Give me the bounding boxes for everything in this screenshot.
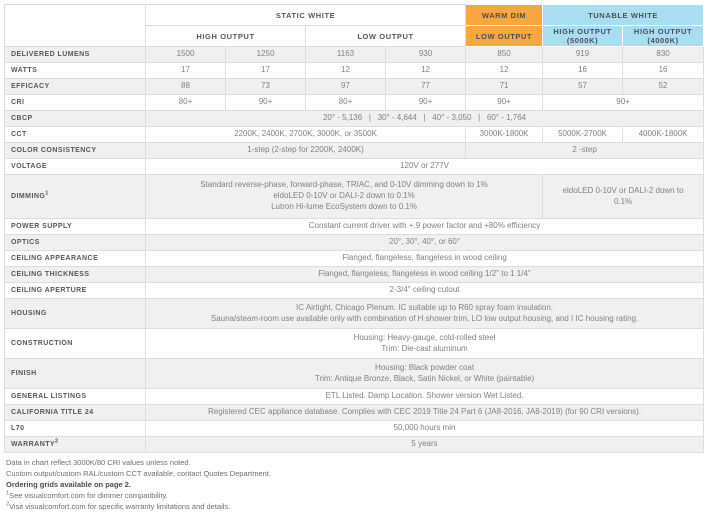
value-cell: 2-3/4" ceiling cutout [146,283,704,299]
footnote-marker: 2 [6,501,10,507]
header-static-white: STATIC WHITE [146,5,466,26]
footnote-marker: 1 [45,190,49,197]
value-cell: Standard reverse-phase, forward-phase, TRIAC, and 0-10V dimming down to 1% eldoLED 0-10V or DALI-2 down to 0.1% Lutron Hi-lume EcoSystem down to 0.1% [146,175,543,219]
row-label: DELIVERED LUMENS [5,47,146,63]
value-cell: 16 [543,63,623,79]
value-cell: Flanged, flangeless, flangeless in wood ceiling 1/2" to 1 1/4" [146,267,704,283]
value-cell: 80+ [306,95,386,111]
value-cell: 1500 [146,47,226,63]
value-cell: 90+ [466,95,543,111]
row-finish [5,359,704,389]
value-cell: 90+ [386,95,466,111]
row-cbcp [5,111,704,127]
row-power-supply [5,219,704,235]
value-cell: ETL Listed. Damp Location. Shower version Wet Listed. [146,389,704,405]
row-cri [5,95,704,111]
row-watts [5,63,704,79]
row-label: CRI [5,95,146,111]
header-tunable-5000: HIGH OUTPUT (5000K) [543,26,623,47]
value-cell: 57 [543,79,623,95]
row-label: FINISH [5,359,146,389]
value-cell: 1-step (2-step for 2200K, 2400K) [146,143,466,159]
row-label: POWER SUPPLY [5,219,146,235]
row-label: WARRANTY$^2$ [5,437,146,453]
footnote-custom-options: Custom output/custom RAL/custom CCT available, contact Quotes Department. [6,468,271,478]
value-cell: 12 [466,63,543,79]
value-cell: 90+ [543,95,704,111]
row-label: EFFICACY [5,79,146,95]
value-cell: 5 years [146,437,704,453]
row-efficacy [5,79,704,95]
row-label: CONSTRUCTION [5,329,146,359]
value-cell: 90+ [226,95,306,111]
row-delivered-lumens [5,47,704,63]
value-cell: 77 [386,79,466,95]
value-cell: Registered CEC appliance database. Complies with CEC 2019 Title 24 Part 6 (JA8-2016, JA8-2019) (for 90 CRI versions). [146,405,704,421]
footnote-marker: 2 [55,438,59,445]
row-construction [5,329,704,359]
row-label: CEILING APPEARANCE [5,251,146,267]
value-cell: 3000K-1800K [466,127,543,143]
row-label: CEILING APERTURE [5,283,146,299]
corner-cell [5,5,146,47]
value-cell: Housing: Black powder coat Trim: Antique Bronze, Black, Satin Nickel, or White (paintable) [146,359,704,389]
value-cell: 20°, 30°, 40°, or 60° [146,235,704,251]
row-label: WATTS [5,63,146,79]
value-cell: 830 [623,47,704,63]
row-color-consistency [5,143,704,159]
value-cell: 71 [466,79,543,95]
value-cell: 12 [306,63,386,79]
value-cell: 850 [466,47,543,63]
header-warm-low-output: LOW OUTPUT [466,26,543,47]
header-static-low-output: LOW OUTPUT [306,26,466,47]
footnotes [6,458,701,512]
value-cell: 2200K, 2400K, 2700K, 3000K, or 3500K [146,127,466,143]
row-label: L70 [5,421,146,437]
value-cell: Constant current driver with +.9 power factor and +80% efficiency [146,219,704,235]
row-l70 [5,421,704,437]
value-cell: eldoLED 0-10V or DALI-2 down to 0.1% [543,175,704,219]
value-cell: Flanged, flangeless, flangeless in wood ceiling [146,251,704,267]
value-cell: 120V or 277V [146,159,704,175]
spec-table [4,4,704,453]
header-row-groups [5,5,704,26]
row-general-listings [5,389,704,405]
row-label: GENERAL LISTINGS [5,389,146,405]
value-cell: 17 [146,63,226,79]
value-cell: 1250 [226,47,306,63]
row-california-title-24 [5,405,704,421]
row-label: HOUSING [5,299,146,329]
row-optics [5,235,704,251]
value-cell: Housing: Heavy-gauge, cold-rolled steel Trim: Die-cast aluminum [146,329,704,359]
value-cell: 20° - 5,136 | 30° - 4,644 | 40° - 3,050 | 60° - 1,764 [146,111,704,127]
value-cell: 17 [226,63,306,79]
row-label: COLOR CONSISTENCY [5,143,146,159]
header-warm-dim: WARM DIM [466,5,543,26]
row-voltage [5,159,704,175]
row-label: CALIFORNIA TITLE 24 [5,405,146,421]
footnote-data-basis: Data in chart reflect 3000K/80 CRI values unless noted. [6,458,191,467]
row-label: OPTICS [5,235,146,251]
value-cell: 88 [146,79,226,95]
row-ceiling-appearance [5,251,704,267]
row-ceiling-aperture [5,283,704,299]
row-housing [5,299,704,329]
row-dimming [5,175,704,219]
header-tunable-white: TUNABLE WHITE [543,5,704,26]
value-cell: 4000K-1800K [623,127,704,143]
value-cell: 5000K-2700K [543,127,623,143]
header-static-high-output: HIGH OUTPUT [146,26,306,47]
row-warranty [5,437,704,453]
row-label: DIMMING$^1$ [5,175,146,219]
value-cell: 930 [386,47,466,63]
value-cell: 80+ [146,95,226,111]
footnote-dimmer-compatibility: $^1$See visualcomfort.com for dimmer compatibility. [6,490,168,500]
footnote-ordering-grids: Ordering grids available on page 2. [6,479,132,489]
row-ceiling-thickness [5,267,704,283]
value-cell: 16 [623,63,704,79]
value-cell: 1163 [306,47,386,63]
row-label: CEILING THICKNESS [5,267,146,283]
value-cell: IC Airtight, Chicago Plenum. IC suitable up to R60 spray foam insulation. Sauna/steam-room use available only with combination of H shower trim, LO low output housing, and I IC housing rating. [146,299,704,329]
row-label: CCT [5,127,146,143]
value-cell: 919 [543,47,623,63]
row-cct [5,127,704,143]
value-cell: 50,000 hours min [146,421,704,437]
value-cell: 2 -step [466,143,704,159]
row-label: CBCP [5,111,146,127]
footnote-warranty-details: $^2$Visit visualcomfort.com for specific warranty limitations and details. [6,501,231,511]
value-cell: 52 [623,79,704,95]
row-label: VOLTAGE [5,159,146,175]
value-cell: 97 [306,79,386,95]
header-tunable-4000: HIGH OUTPUT (4000K) [623,26,704,47]
footnote-marker: 1 [6,490,10,497]
value-cell: 12 [386,63,466,79]
value-cell: 73 [226,79,306,95]
